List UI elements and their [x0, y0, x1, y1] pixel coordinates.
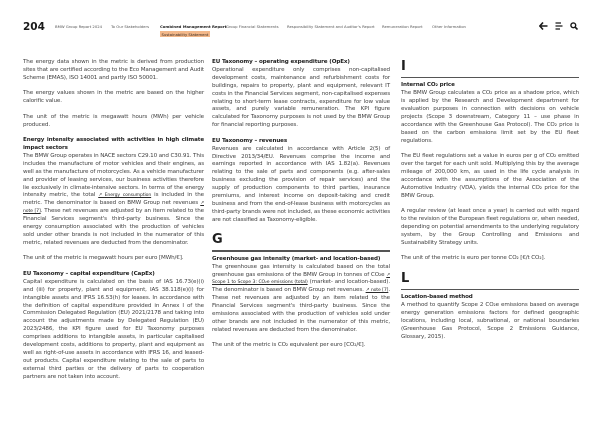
section-letter-i: I — [401, 59, 406, 74]
nav-group-financial-statements[interactable]: Group Financial Statements — [226, 24, 279, 29]
nav-sustainability-statement[interactable]: Sustainability Statement — [161, 31, 209, 37]
heading-internal-co2-price: Internal CO₂ price — [401, 82, 455, 89]
paragraph-unit-co2-euro: The unit of the metric is CO₂ equivalent per euro [CO₂/€]. — [212, 342, 366, 349]
note-7-link[interactable]: ↗ note [7] — [23, 201, 204, 215]
heading-energy-intensity: Energy intensity associated with activities in high climate impact sectors — [23, 137, 204, 152]
section-divider — [401, 289, 579, 290]
report-header — [0, 0, 600, 42]
section-divider — [401, 77, 579, 78]
nav-responsibility-statement[interactable]: Responsibility Statement and Auditor's Report — [287, 24, 375, 29]
nav-combined-management-report[interactable]: Combined Management Report — [160, 24, 227, 29]
heading-location-based-method: Location-based method — [401, 294, 473, 301]
paragraph-unit-euro-tonne: The unit of the metric is euro per tonne CO₂ [€/t CO₂]. — [401, 255, 546, 262]
paragraph-emas: The energy data shown in the metric is derived from production sites that are certified according to the Eco Management and Audit Scheme (EMAS), ISO 14001 and partly ISO 50001. — [23, 59, 204, 81]
paragraph-revenues: Revenues are calculated in accordance with Article 2(5) of Directive 2013/34/EU. Revenues comprise the income and earnings reported in accordance with IAS 1.82(a). Revenues relating to the sale of parts and components (e.g. after-sales business excluding the provision of repair services) and the supply of production components to third parties, insurance premiums, and interest income on deposit-taking and credit business and from the end-of-lease business with motorcycles as third-party brands were not included, as these economic activities are not classified as Taxonomy-eligible. — [212, 145, 390, 223]
column-3 — [401, 59, 579, 349]
section-letter-l: L — [401, 270, 410, 286]
scope-emissions-link[interactable]: ↗ Scope 1 to Scope 3: CO₂e emissions (total) — [212, 272, 390, 286]
nav-remuneration-report[interactable]: Remuneration Report — [382, 24, 423, 29]
page-number: 204 — [23, 21, 45, 33]
paragraph-capex: Capital expenditure is calculated on the basis of IAS 16.73(e)(i) and (iii) for property, plant and equipment, IAS 38.118(e)(i) for intangible assets and IFRS 16.53(h) for leases. In accordance with the definition of capital expenditure provided in Annex I of the Commission Delegated Regulation (EU) 2021/2178 and taking into account the adjustments made by Delegated Regulation (EU) 2023/2486, the KPI figure used for EU Taxonomy purposes comprises additions to intangible assets, in particular capitalised development costs, additions to property, plant and equipment as well as right-of-use assets in accordance with IFRS 16, and leased-out products. Capital expenditure relating to the sale of parts to external third parties or the delivery of parts to cooperation partners are not taken into account. — [23, 278, 204, 380]
heading-opex: EU Taxonomy – operating expenditure (OpEx) — [212, 59, 350, 65]
search-icon[interactable] — [570, 22, 578, 30]
heading-ghg-intensity: Greenhouse gas intensity (market- and location-based) — [212, 255, 381, 262]
heading-capex: EU Taxonomy – capital expenditure (CapEx) — [23, 270, 155, 277]
back-arrow-icon[interactable] — [539, 22, 548, 30]
column-1 — [23, 59, 204, 389]
paragraph-regular-review: A regular review (at least once a year) is carried out with regard to the revision of the European fleet regulations or, when needed, depending on potential amendments to the underlying regulatory system, by the Group Controlling and Emissions and Sustainability Strategy units. — [401, 208, 579, 246]
paragraph-eu-fleet-regulations: The EU fleet regulations set a value in euros per g of CO₂ emitted over the target for each unit sold. Multiplying this by the average mileage of 200,000 km, as used in the life cycle analysis in accordance with the assumptions of the Association of the Automotive Industry (VDA), yields the internal CO₂ price for the BMW Group. — [401, 153, 579, 199]
nav-to-our-stakeholders[interactable]: To Our Stakeholders — [111, 24, 150, 29]
nav-bmw-group-report[interactable]: BMW Group Report 2024 — [55, 24, 103, 29]
column-2 — [212, 59, 390, 358]
section-letter-g: G — [212, 232, 223, 248]
note-7-link[interactable]: ↗ note [7] — [365, 288, 389, 294]
paragraph-co2-shadow-price: The BMW Group calculates a CO₂ price as a shadow price, which is applied by the Research and Development department for evaluation purposes in connection with decisions on vehicle projects (Scope 3 downstream, Category 11 – use phase in accordance with the Greenhouse Gas Protocol). The CO₂ price is based on the carbon emissions limit set by the EU fleet regulations. — [401, 90, 579, 144]
heading-revenues: EU Taxonomy – revenues — [212, 137, 288, 144]
paragraph-opex: Operational expenditure only comprises non-capitalised development costs, maintenance and refurbishment costs for buildings, repairs to property, plant and equipment, relevant IT costs in the Financial Services segment, non-capitalised expenses relating to short-term lease contracts, expenditure for low value assets, and purely variable remuneration. The KPI figure calculated for Taxonomy purposes is not used by the BMW Group for financial reporting purposes. — [212, 66, 390, 129]
nav-other-information[interactable]: Other Information — [432, 24, 466, 29]
paragraph-ghg-intensity: The greenhouse gas intensity is calculated based on the total greenhouse gas emissions of the BMW Group in tonnes of CO₂e ↗ Scope 1 to Scope 3: CO₂e emissions (total) (market- and location-based). The denominator is based on BMW Group net revenues. ↗ note [7]. These net revenues are adjusted by an item related to the Financial Services segment's third-party business. Since the emissions associated with the production of vehicles sold under other brands are not included in the numerator of this metric, related revenues are deducted from the denominator. — [212, 263, 390, 333]
paragraph-unit-mwh-vehicle: The unit of the metric is megawatt hours (MWh) per vehicle produced. — [23, 113, 204, 128]
paragraph-unit-mwh-euro: The unit of the metric is megawatt hours per euro [MWh/€]. — [23, 255, 184, 262]
paragraph-energy-intensity: The BMW Group operates in NACE sectors C29.10 and C30.91. This includes the manufacture of motor vehicles and their engines, as well as the manufacture of motorcycles. As a vehicle manufacturer and provider of leasing services, our business activities therefore lie exclusively in climate-intensive sectors. In terms of the energy intensity metric, the total ↗ Energy consumption is included in the metric. The denominator is based on BMW Group net revenues ↗ note [7]. These net revenues are adjusted by an item related to the Financial Services segment's third-party business. Since the energy consumption associated with the production of vehicles sold under other brands is not included in the numerator of this metric, related revenues are deducted from the denominator. — [23, 152, 204, 246]
header-icons — [539, 22, 578, 30]
energy-consumption-link[interactable]: ↗ Energy consumption — [98, 193, 152, 199]
paragraph-location-based-method: A method to quantify Scope 2 CO₂e emissions based on average energy generation emissions factors for defined geographic locations, including local, subnational, or national boundaries (Greenhouse Gas Protocol, Scope 2 Emissions Guidance, Glossary, 2015). — [401, 302, 579, 340]
menu-icon[interactable] — [555, 22, 563, 30]
paragraph-calorific: The energy values shown in the metric are based on the higher calorific value. — [23, 90, 204, 105]
section-divider — [212, 250, 390, 251]
